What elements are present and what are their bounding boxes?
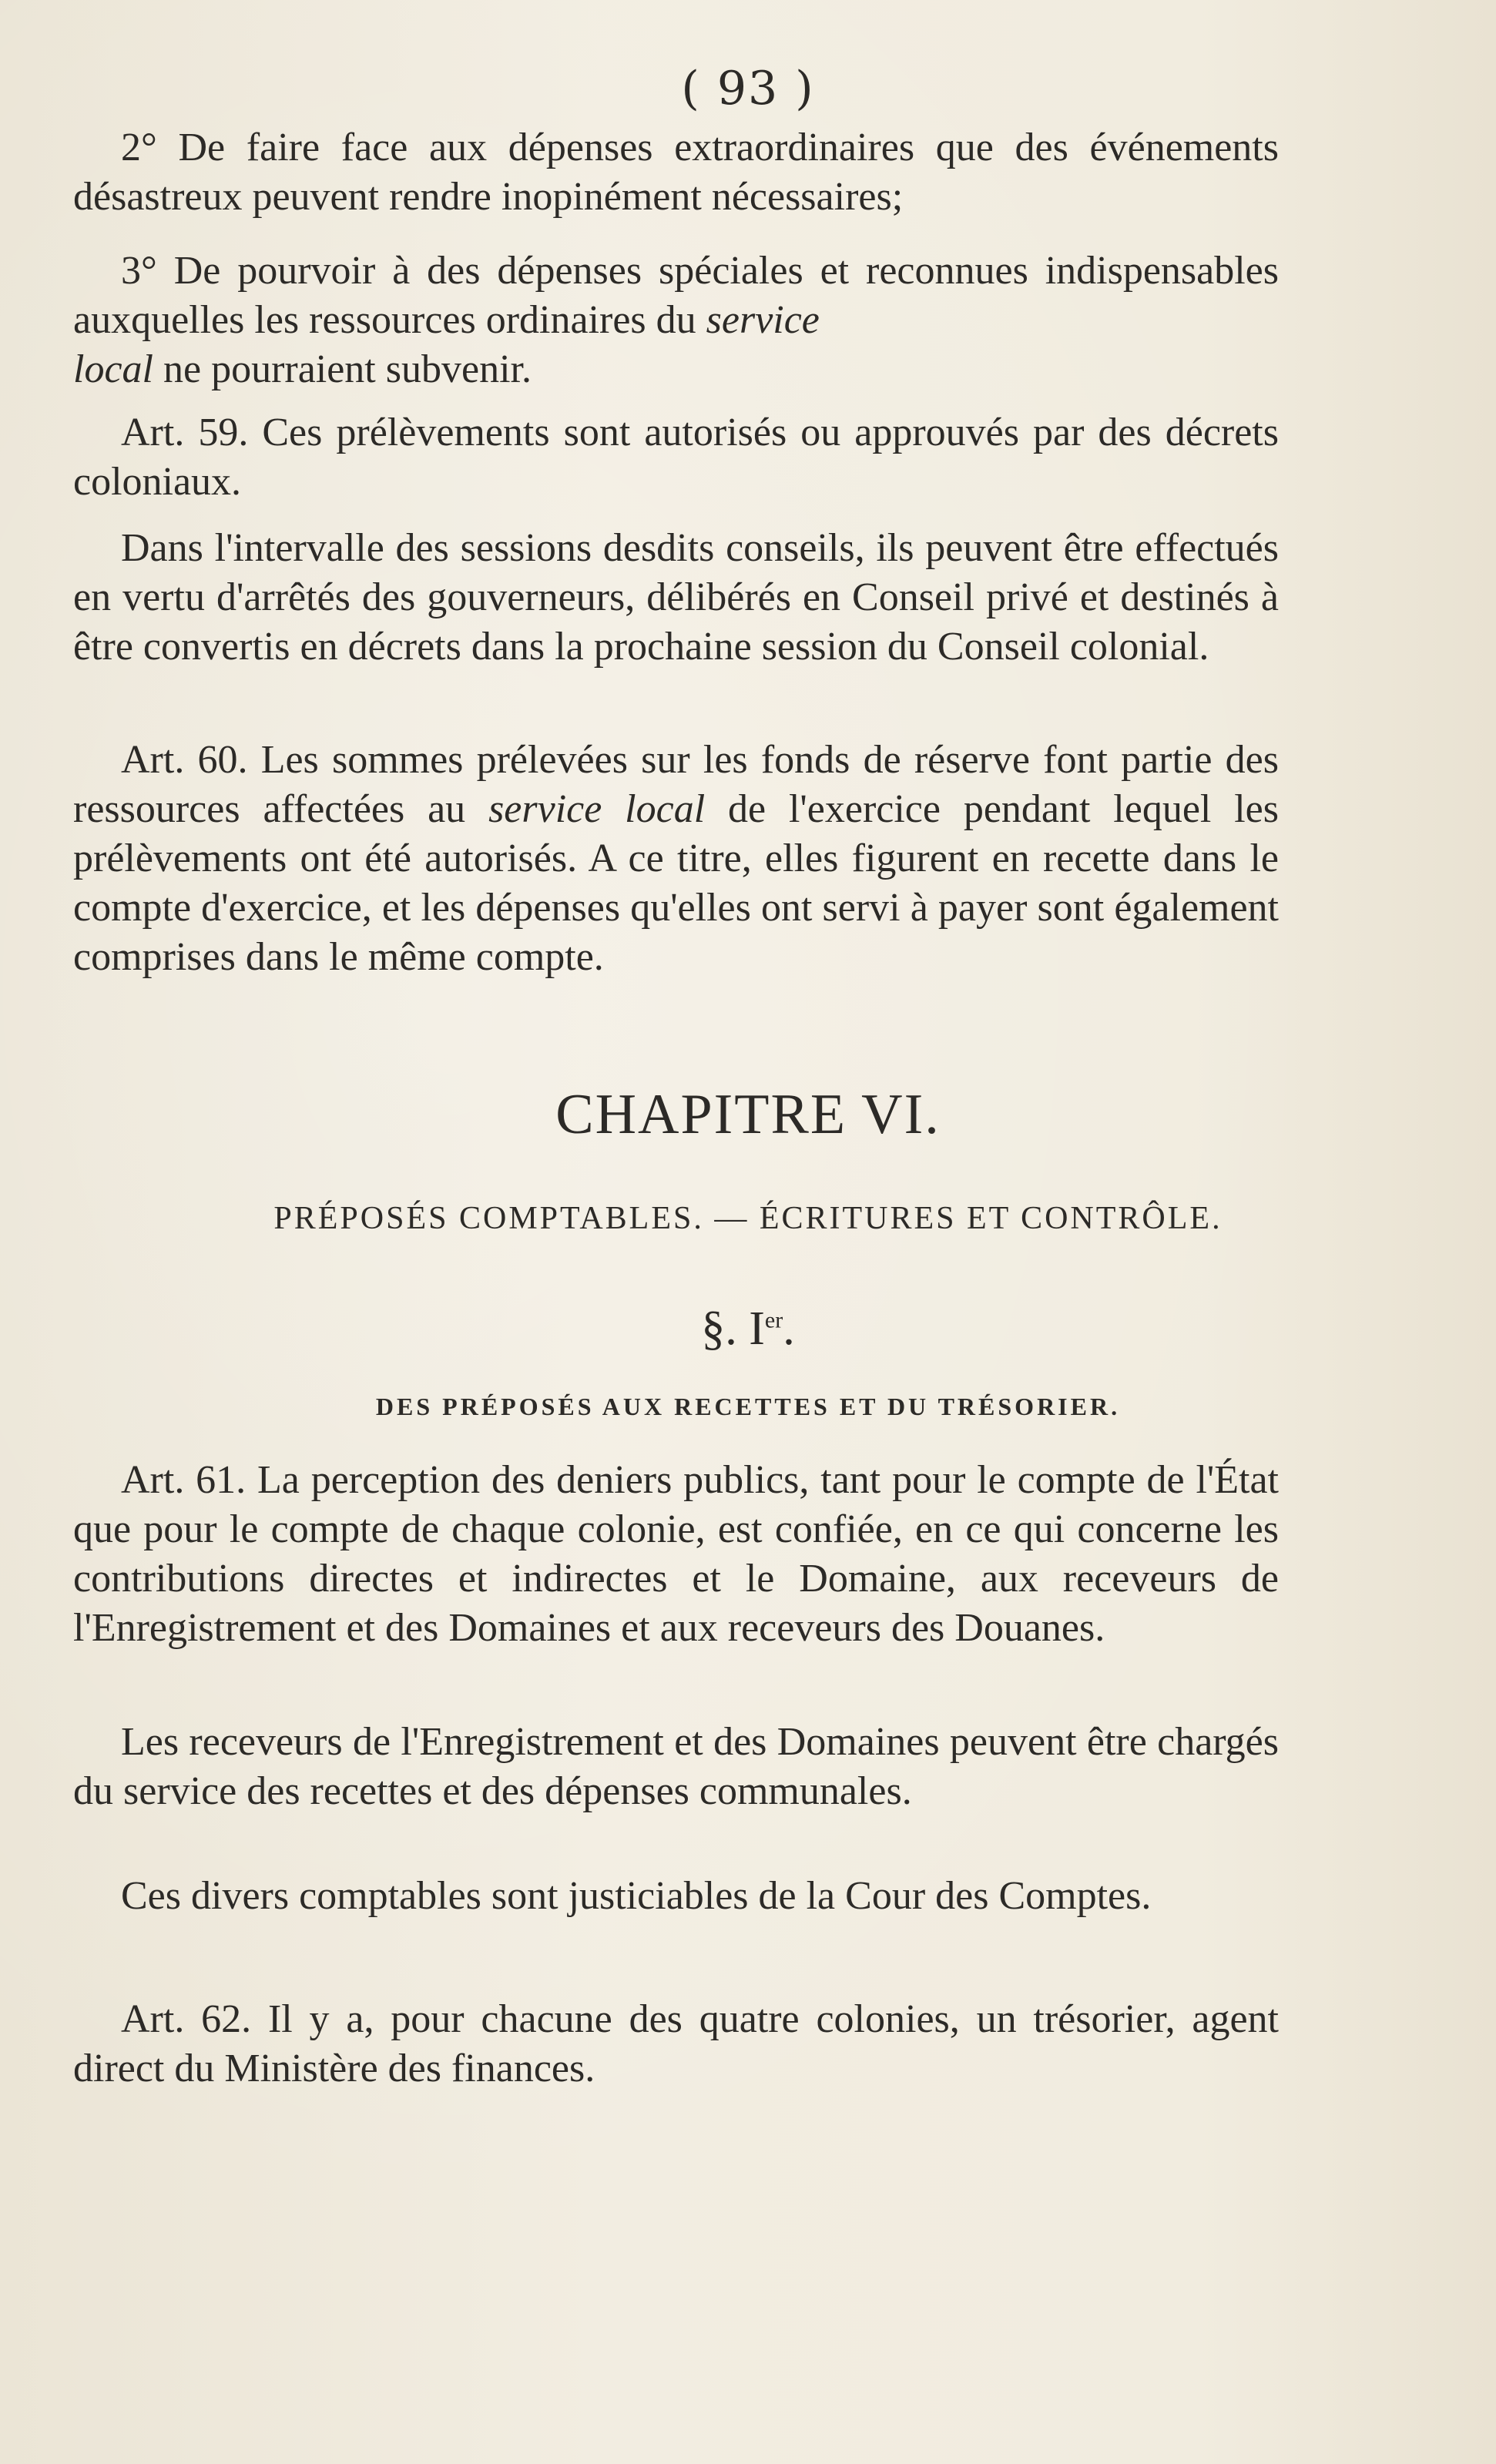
paragraph-item-2: 2° De faire face aux dépenses extraordinaires que des événements désastreux peuvent rendre inopinément nécessaires; bbox=[73, 126, 1279, 219]
section-title: DES PRÉPOSÉS AUX RECETTES ET DU TRÉSORIER. bbox=[375, 1393, 1121, 1420]
paragraph-receveurs: Les receveurs de l'Enregistrement et des Domaines peuvent être chargés du service des recettes et des dépenses communales. bbox=[73, 1720, 1279, 1813]
paragraph-item-3-text: 3° De pourvoir à des dépenses spéciales et reconnues indispensables auxquelles les ressources ordinaires du bbox=[73, 249, 1279, 342]
italic-service: service bbox=[706, 298, 820, 342]
paragraph-interval: Dans l'intervalle des sessions desdits conseils, ils peuvent être effectués en vertu d'arrêtés des gouverneurs, délibérés en Conseil privé et destinés à être convertis en décrets dans la prochaine session du Conseil colonial. bbox=[73, 526, 1279, 669]
paragraph-art-59: Art. 59. Ces prélèvements sont autorisés ou approuvés par des décrets coloniaux. bbox=[73, 411, 1279, 504]
paragraph-art-62: Art. 62. Il y a, pour chacune des quatre colonies, un trésorier, agent direct du Ministère des finances. bbox=[73, 1997, 1279, 2090]
art-60-part-a: Art. 60. Les sommes prélevées sur les fonds de réserve font partie des ressources affectées au bbox=[73, 738, 1279, 831]
art-60-part-b: de l'exercice pendant lequel les prélèvements ont été autorisés. A ce titre, elles figurent en recette dans le compte d'exercice, et les dépenses qu'elles ont servi à payer sont également comprises dans le même compte. bbox=[73, 787, 1279, 979]
art-60-italic: service local bbox=[488, 787, 706, 831]
paragraph-item-3 bbox=[73, 246, 1279, 394]
section-superscript: er bbox=[764, 1307, 783, 1333]
chapter-subtitle: PRÉPOSÉS COMPTABLES. — ÉCRITURES ET CONTRÔLE. bbox=[273, 1201, 1223, 1236]
italic-local: local bbox=[73, 347, 153, 391]
section-period: . bbox=[783, 1302, 795, 1355]
paragraph-art-61: Art. 61. La perception des deniers publics, tant pour le compte de l'État que pour le compte de chaque colonie, est confiée, en ce qui concerne les contributions directes et indirectes et le Domaine, aux receveurs de l'Enregistrement et des Domaines et aux receveurs des Douanes. bbox=[73, 1458, 1279, 1650]
paragraph-art-60 bbox=[73, 736, 1279, 982]
paragraph-justiciables: Ces divers comptables sont justiciables de la Cour des Comptes. bbox=[121, 1874, 1152, 1918]
paragraph-item-3-end: ne pourraient subvenir. bbox=[153, 347, 532, 391]
chapter-title: CHAPITRE VI. bbox=[555, 1083, 941, 1146]
page-number: ( 93 ) bbox=[681, 62, 815, 116]
section-mark: §. I bbox=[701, 1302, 765, 1355]
section-heading bbox=[0, 1302, 1496, 1356]
